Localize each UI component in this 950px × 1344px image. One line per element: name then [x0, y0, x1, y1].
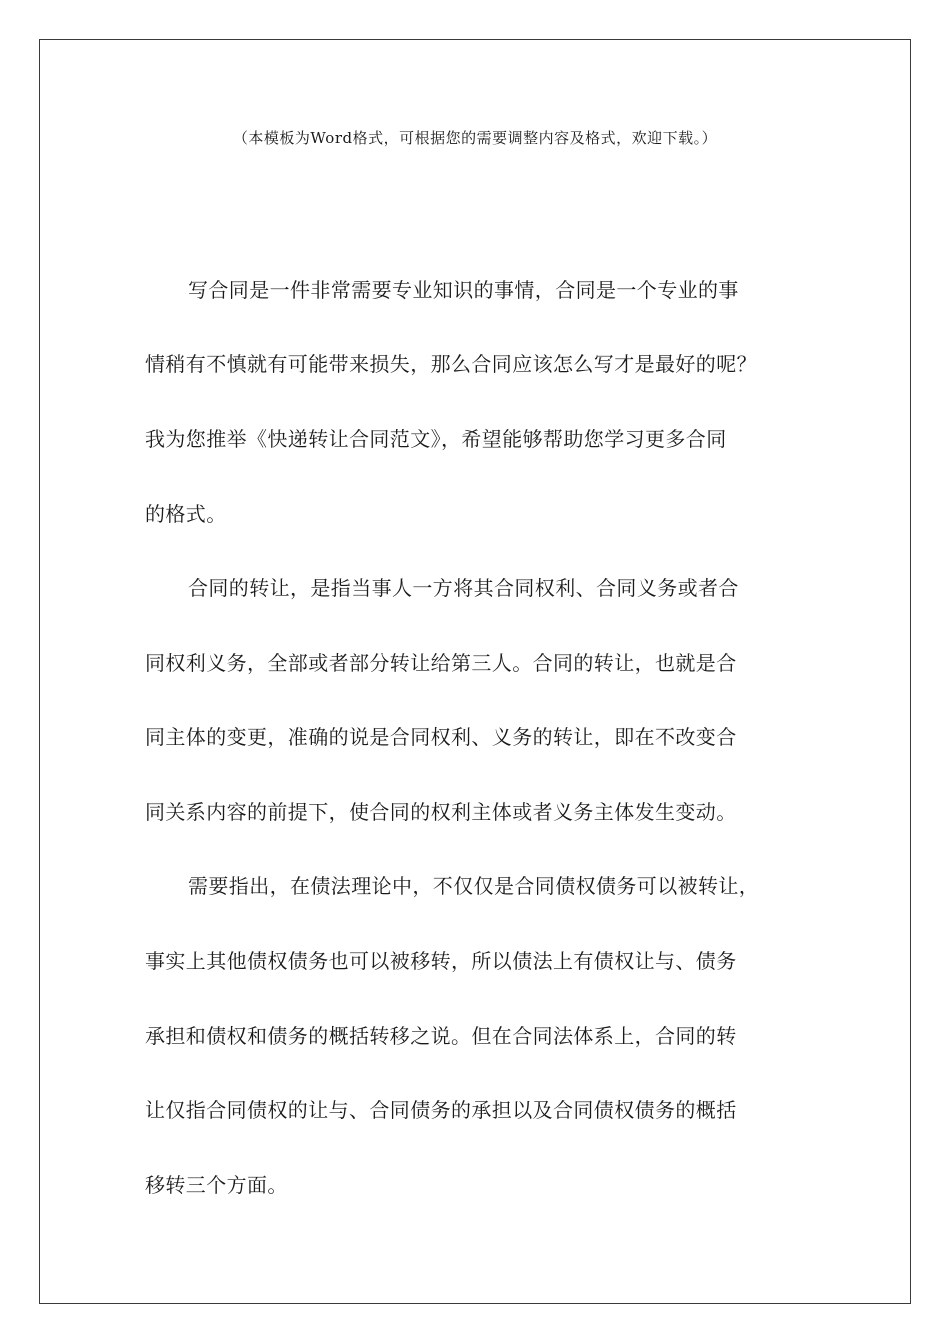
paragraph-3-line-5: 移转三个方面。 — [145, 1173, 288, 1197]
paragraph-3-line-1: 需要指出，在债法理论中，不仅仅是合同债权债务可以被转让， — [188, 874, 760, 898]
paragraph-2-line-3: 同主体的变更，准确的说是合同权利、义务的转让，即在不改变合 — [145, 725, 737, 749]
paragraph-2-line-1: 合同的转让，是指当事人一方将其合同权利、合同义务或者合 — [188, 576, 739, 600]
paragraph-1-line-3: 我为您推举《快递转让合同范文》，希望能够帮助您学习更多合同 — [145, 427, 727, 451]
paragraph-2-line-4: 同关系内容的前提下，使合同的权利主体或者义务主体发生变动。 — [145, 800, 737, 824]
paragraph-3-line-4: 让仅指合同债权的让与、合同债务的承担以及合同债权债务的概括 — [145, 1098, 737, 1122]
paragraph-1-line-4: 的格式。 — [145, 502, 227, 526]
template-note: （本模板为Word格式，可根据您的需要调整内容及格式，欢迎下载。） — [232, 129, 718, 147]
paragraph-3-line-3: 承担和债权和债务的概括转移之说。但在合同法体系上，合同的转 — [145, 1024, 737, 1048]
paragraph-3-line-2: 事实上其他债权债务也可以被移转，所以债法上有债权让与、债务 — [145, 949, 737, 973]
paragraph-2-line-2: 同权利义务，全部或者部分转让给第三人。合同的转让，也就是合 — [145, 651, 737, 675]
paragraph-1-line-1: 写合同是一件非常需要专业知识的事情，合同是一个专业的事 — [188, 278, 739, 302]
paragraph-1-line-2: 情稍有不慎就有可能带来损失，那么合同应该怎么写才是最好的呢？ — [145, 352, 757, 376]
